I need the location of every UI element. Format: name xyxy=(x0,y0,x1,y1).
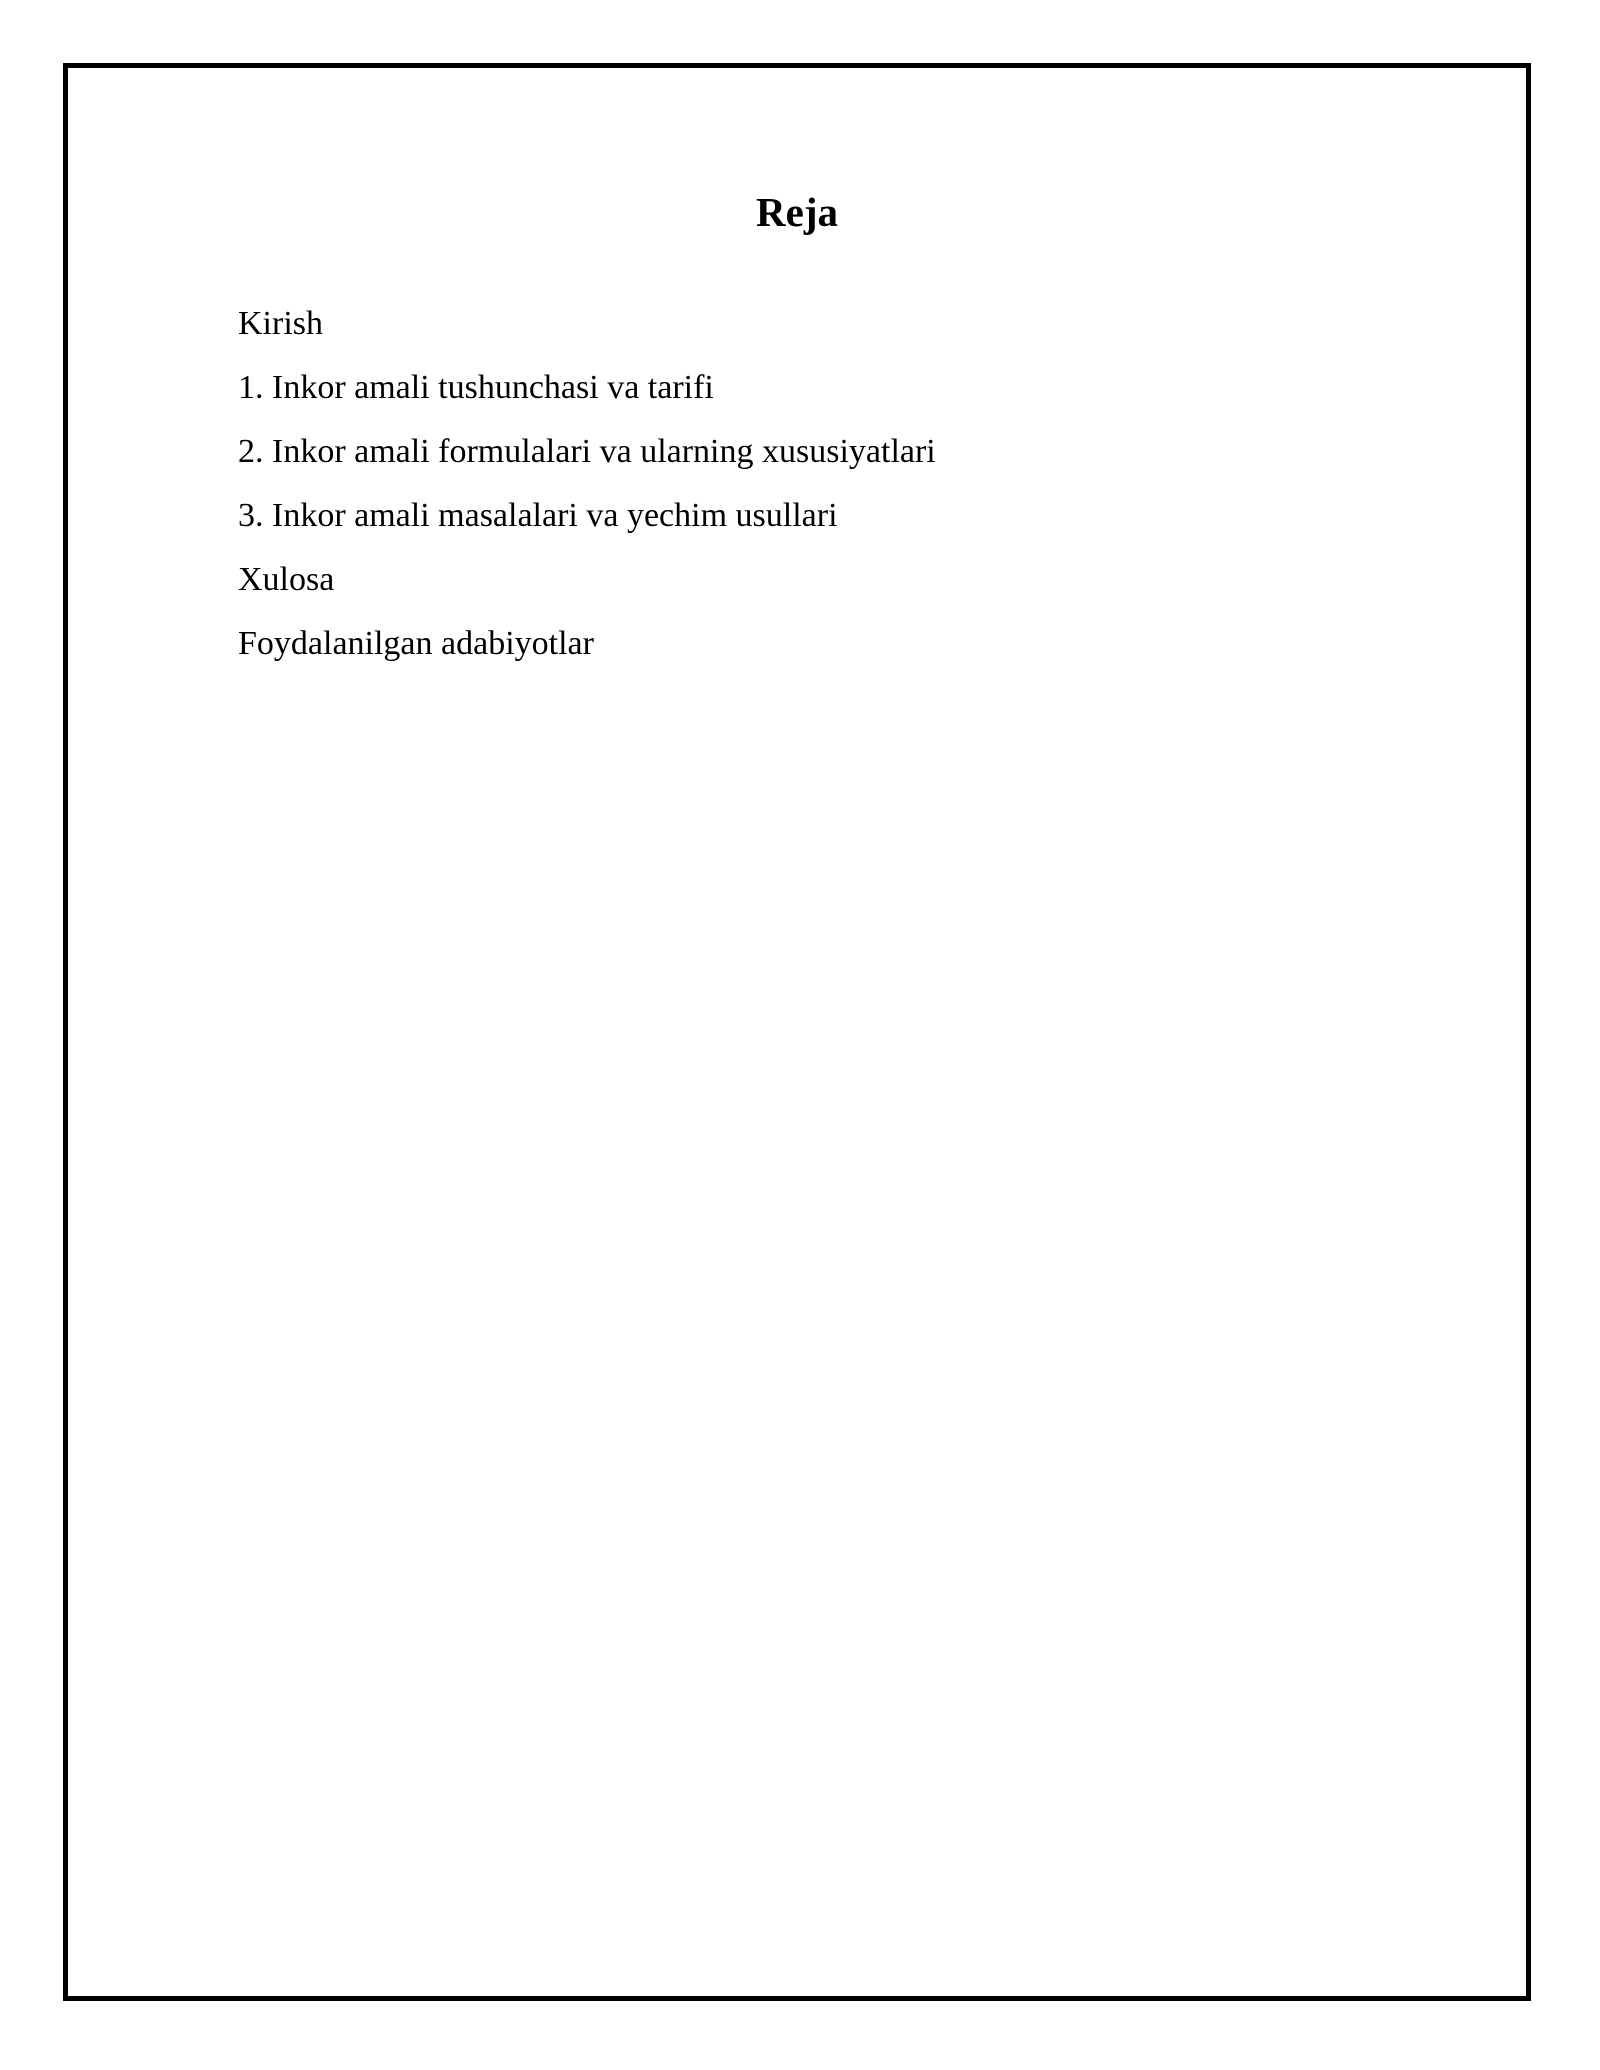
plan-list xyxy=(238,292,936,676)
plan-item-section-1: 1. Inkor amali tushunchasi va tarifi xyxy=(238,369,714,406)
plan-item-section-2: 2. Inkor amali formulalari va ularning xususiyatlari xyxy=(238,433,936,470)
plan-item-section-3: 3. Inkor amali masalalari va yechim usullari xyxy=(238,497,838,534)
plan-item-references: Foydalanilgan adabiyotlar xyxy=(238,625,594,662)
plan-item-introduction: Kirish xyxy=(238,305,323,342)
plan-item-conclusion: Xulosa xyxy=(238,561,335,598)
page-title: Reja xyxy=(756,189,838,235)
page-border-frame xyxy=(63,63,1531,2001)
